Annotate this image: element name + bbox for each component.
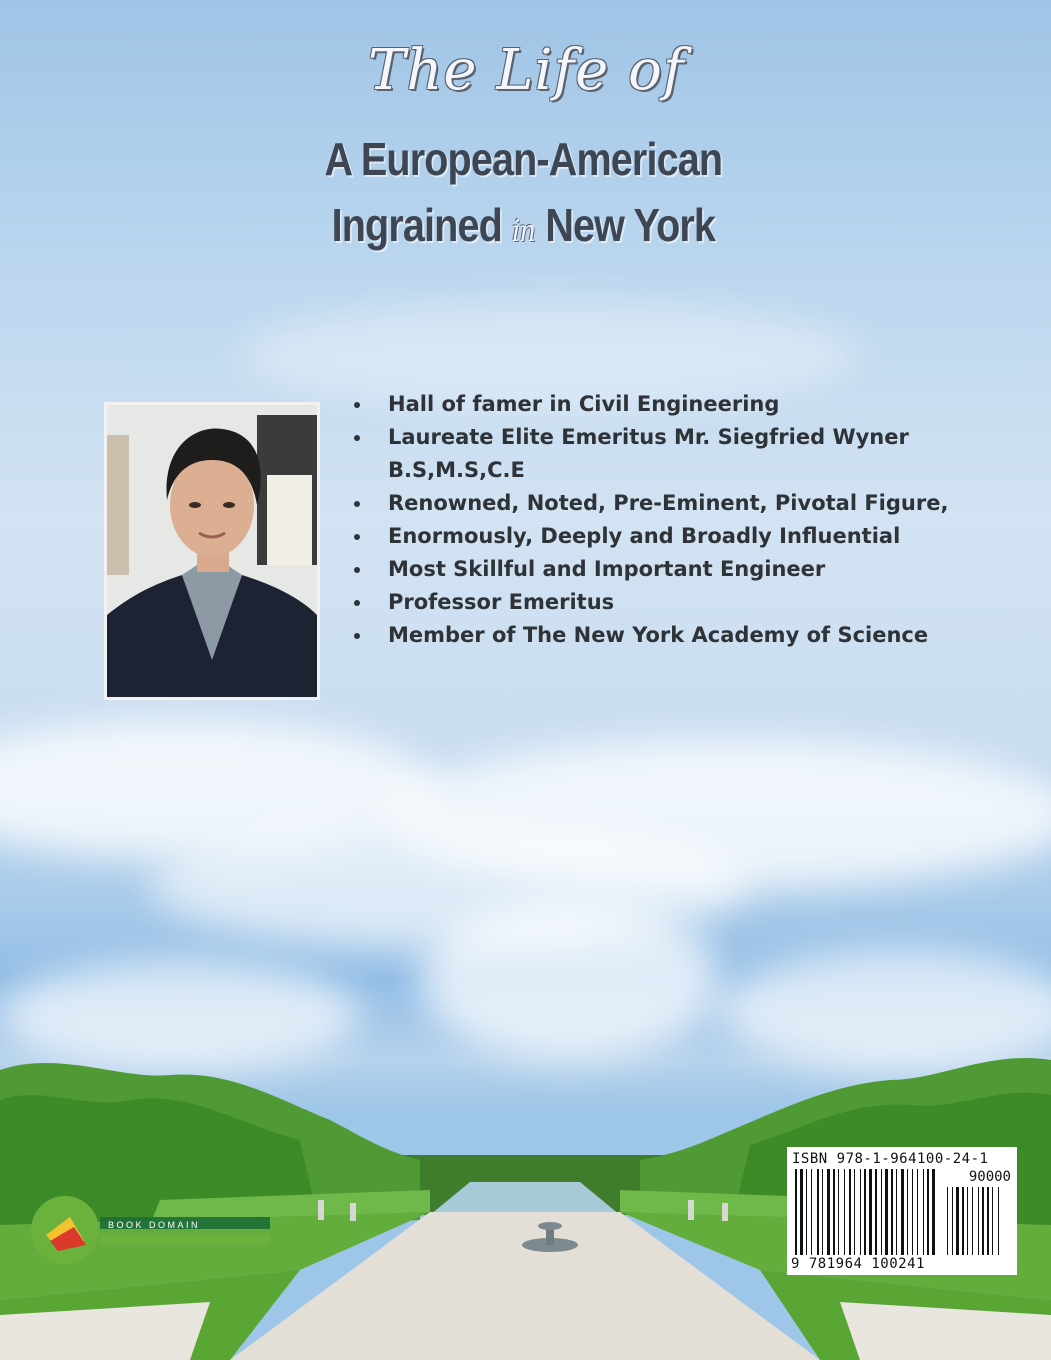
- isbn-digits: 9 781964 100241: [791, 1256, 925, 1272]
- isbn-barcode: [787, 1147, 1017, 1275]
- highlight-item: [352, 619, 952, 652]
- bullet-icon: [354, 600, 360, 606]
- bullet-icon: [354, 435, 360, 441]
- highlight-item: [352, 586, 952, 619]
- bullet-icon: [354, 402, 360, 408]
- barcode-bar: [833, 1169, 835, 1255]
- isbn-price-code: 90000: [968, 1169, 1011, 1185]
- barcode-bar: [875, 1169, 877, 1255]
- barcode-bar: [982, 1187, 984, 1255]
- highlights-list: [352, 388, 952, 652]
- highlight-text: Enormously, Deeply and Broadly Influential: [388, 524, 901, 548]
- highlight-item: [352, 520, 952, 553]
- title-line-2a: Ingrained: [331, 199, 502, 251]
- barcode-bar: [998, 1187, 999, 1255]
- barcode-bar: [844, 1169, 845, 1255]
- barcode-bar: [972, 1187, 973, 1255]
- barcode-bar: [952, 1187, 953, 1255]
- publisher-name: BOOK DOMAIN: [108, 1220, 201, 1230]
- title-line-2: [71, 198, 975, 252]
- barcode-bar: [849, 1169, 851, 1255]
- publisher-logo-icon: [30, 1195, 270, 1265]
- highlight-text: Laureate Elite Emeritus Mr. Siegfried Wyner B.S,M.S,C.E: [388, 425, 909, 482]
- barcode-bar: [827, 1169, 830, 1255]
- author-photo: [104, 402, 320, 700]
- isbn-number: ISBN 978-1-964100-24-1: [792, 1151, 989, 1167]
- highlight-text: Most Skillful and Important Engineer: [388, 557, 826, 581]
- publisher-logo: [30, 1195, 270, 1265]
- barcode-bar: [881, 1169, 882, 1255]
- barcode-bar: [978, 1187, 979, 1255]
- barcode-bar: [992, 1187, 993, 1255]
- barcode-bar: [917, 1169, 918, 1255]
- bullet-icon: [354, 501, 360, 507]
- highlight-item: [352, 388, 952, 421]
- cloud: [420, 900, 720, 1060]
- highlight-text: Member of The New York Academy of Science: [388, 623, 929, 647]
- highlight-text: Professor Emeritus: [388, 590, 615, 614]
- barcode-bar: [806, 1169, 807, 1255]
- title-line-1: A European-American: [324, 133, 723, 185]
- barcode-bar: [822, 1169, 823, 1255]
- barcode-bar: [987, 1187, 989, 1255]
- barcode-bar: [947, 1187, 948, 1255]
- barcode-bar: [860, 1169, 861, 1255]
- barcode-bar: [885, 1169, 888, 1255]
- barcode-bar: [901, 1169, 904, 1255]
- highlight-text: Hall of famer in Civil Engineering: [388, 392, 780, 416]
- highlight-text: Renowned, Noted, Pre-Eminent, Pivotal Figure,: [388, 491, 949, 515]
- barcode-bar: [967, 1187, 968, 1255]
- barcode-bar: [795, 1169, 797, 1255]
- title-script: The Life of: [368, 38, 685, 103]
- barcode-bar: [800, 1169, 803, 1255]
- barcode-bar: [932, 1169, 935, 1255]
- barcode-bar: [891, 1169, 893, 1255]
- highlight-item: [352, 487, 952, 520]
- barcode-bar: [864, 1169, 866, 1255]
- barcode-bar: [956, 1187, 959, 1255]
- barcode-bar: [912, 1169, 913, 1255]
- barcode-bar: [962, 1187, 964, 1255]
- barcode-bar: [896, 1169, 897, 1255]
- barcode-bar: [854, 1169, 855, 1255]
- bullet-icon: [354, 633, 360, 639]
- barcode-bar: [869, 1169, 872, 1255]
- barcode-bar: [923, 1169, 924, 1255]
- bullet-icon: [354, 567, 360, 573]
- barcode-bar: [927, 1169, 929, 1255]
- barcode-bar: [817, 1169, 819, 1255]
- title-in: in: [512, 214, 536, 249]
- bullet-icon: [354, 534, 360, 540]
- highlight-item: [352, 553, 952, 586]
- barcode-bar: [907, 1169, 908, 1255]
- highlight-item: [352, 421, 952, 487]
- title-line-2b: New York: [545, 199, 716, 251]
- barcode-bar: [811, 1169, 812, 1255]
- barcode-bar: [838, 1169, 839, 1255]
